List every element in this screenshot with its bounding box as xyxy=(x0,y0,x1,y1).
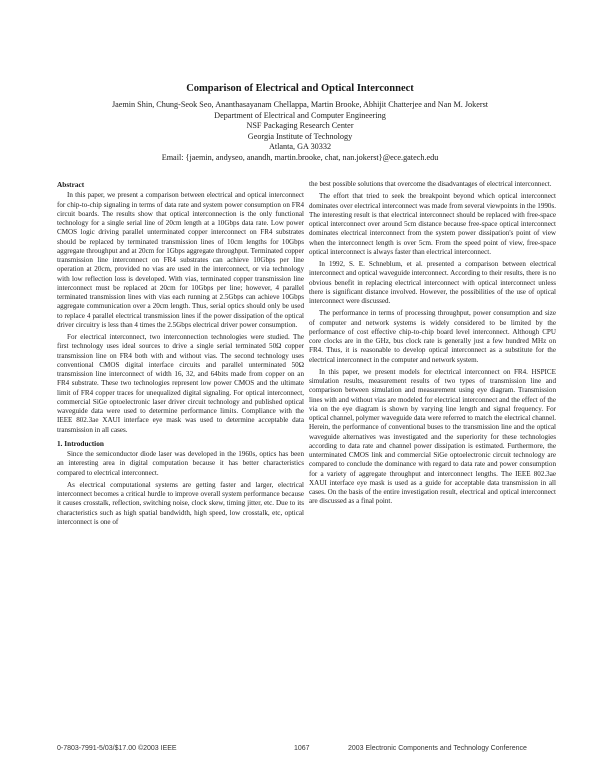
body-paragraph: The performance in terms of processing throughput, power consumption and size of computer and network systems is widely considered to be limited by the performance of cost effective chip-to-chip board level interconnect. Although CPU core clocks are in the GHz, bus clock rate is generally just a few hundred MHz on FR4. Thus, it is reasonable to develop optical interconnect as a substitute for the electrical interconnect in the computer and network system. xyxy=(309,309,556,364)
body-paragraph: The effort that tried to seek the breakpoint beyond which optical interconnect dominates over electrical interconnect was made from several viewpoints in the 1990s. The interesting result is that electrical interconnect should be replaced with free-space optical interconnect over around 5cm distance because free-space optical interconnect dominates electrical interconnect from the system power dissipation's point of view when the interconnect length is over 5cm. From the speed point of view, free-space optical interconnect is always faster than electrical interconnect. xyxy=(309,192,556,256)
author-location: Atlanta, GA 30332 xyxy=(268,142,332,152)
body-paragraph: the best possible solutions that overcome the disadvantages of electrical interconnect. xyxy=(309,180,552,188)
body-paragraph: In 1992, S. E. Schneblum, et al. presented a comparison between electrical interconnect and optical waveguide interconnect. According to their results, there is no obvious benefit in replacing electrical interconnect with optical interconnect unless there is significant distance involved. However, the possibilities of the use of optical interconnect were discussed. xyxy=(309,260,556,305)
abstract-paragraph: In this paper, we present a comparison between electrical and optical interconnect for chip-to-chip signaling in terms of data rate and system power consumption on FR4 circuit boards. The results show that optical interconnection is the only functional technology for a single serial line of 20cm length at a 10Gbps data rate. Low power CMOS logic driving parallel unterminated copper interconnect on FR4 substrates should be replaced by terminated transmission lines of 10cm lengths for 10Gbps aggregate throughput and at 20cm for 1Gbps aggregate throughput. Terminated copper transmission line interconnect on FR4 substrates can achieve 10Gbps per line operation at 20cm, provided no vias are used in the interconnect, or via technology with low reflection loss is developed. With vias, terminated copper transmission line interconnect must be replaced at 20cm for 10Gbps per line; however, 4 parallel terminated transmission lines with vias each running at 2.5Gbps can achieve 10Gbps aggregate communication over a 20cm length. Thus, serial optics should only be used to replace 4 parallel electrical transmission lines if the power dissipation of the optical driver circuitry is less than 4 times the 2.5Gbps electrical driver power consumption. xyxy=(57,191,304,329)
author-block xyxy=(40,100,560,164)
footer-conference: 2003 Electronic Components and Technology Conference xyxy=(348,745,527,752)
paper-title: Comparison of Electrical and Optical Interconnect xyxy=(186,83,414,94)
author-center: NSF Packaging Research Center xyxy=(246,121,354,131)
footer-page-number: 1067 xyxy=(294,745,310,752)
introduction-paragraph: As electrical computational systems are getting faster and larger, electrical interconnect becomes a critical hurdle to improve overall system performance because it causes crosstalk, reflection, switching noise, clock skew, timing jitter, etc. Due to its characteristics such as high spatial bandwidth, high speed, low crosstalk, etc, optical interconnect is one of xyxy=(57,480,304,526)
body-paragraph: In this paper, we present models for electrical interconnect on FR4. HSPICE simulation results, measurement results of two types of transmission line and comparison between simulation and measurement using eye diagram. Transmission lines with and without vias are modeled for electrical interconnect and the effect of the via on the eye diagram is shown by varying line length and signal frequency. For optical channel, polymer waveguide data were referred to match the electrical channel. Herein, the performance of conventional buses to the transmission line and the optical waveguide alternatives was investigated and the superiority for these technologies according to data rate and channel power dissipation is estimated. Furthermore, the unterminated CMOS link and commercial SiGe optoelectronic circuit technology are compared to conclude the dominance with regard to data rate and power consumption for a variety of aggregate throughput and interconnect lengths. The IEEE 802.3ae XAUI interface eye mask is used as a guide for acceptable data transmission in all cases. On the basis of the entire investigation result, electrical and optical interconnect are discussed as a final point. xyxy=(309,367,556,506)
author-institution: Georgia Institute of Technology xyxy=(247,131,353,141)
introduction-heading: 1. Introduction xyxy=(57,438,104,448)
author-email: Email: {jaemin, andyseo, anandh, martin.brooke, chat, nan.jokerst}@ece.gatech.edu xyxy=(161,152,439,162)
footer-copyright: 0-7803-7991-5/03/$17.00 ©2003 IEEE xyxy=(57,745,177,752)
author-names: Jaemin Shin, Chung-Seok Seo, Ananthasayanam Chellappa, Martin Brooke, Abhijit Chatterjee and Nan M. Jokerst xyxy=(111,100,489,109)
left-column xyxy=(57,180,304,530)
introduction-paragraph: Since the semiconductor diode laser was developed in the 1960s, optics has been an interesting area in digital computation because it has better characteristics compared to electrical interconnect. xyxy=(57,450,304,477)
abstract-paragraph: For electrical interconnect, two interconnection technologies were studied. The first technology uses ideal sources to drive a single serial terminated 50Ω copper transmission line on FR4 both with and without vias. The second technology uses conventional CMOS digital interface circuits and parallel unterminated 50Ω transmission line interconnect of width 16, 32, and 64bits made from copper on an FR4 substrate. These two technologies represent low power CMOS and the ultimate limit of FR4 copper traces for unequalized digital signaling. For optical interconnect, commercial SiGe optoelectronic laser driver circuit technology and published optical waveguide data were used to determine performance limits. Compliance with the IEEE 802.3ae XAUI interface eye mask was used to determine acceptable data transmission in all cases. xyxy=(57,333,304,434)
right-column xyxy=(309,180,556,510)
abstract-heading: Abstract xyxy=(57,180,85,189)
author-department: Department of Electrical and Computer Engineering xyxy=(214,110,386,120)
